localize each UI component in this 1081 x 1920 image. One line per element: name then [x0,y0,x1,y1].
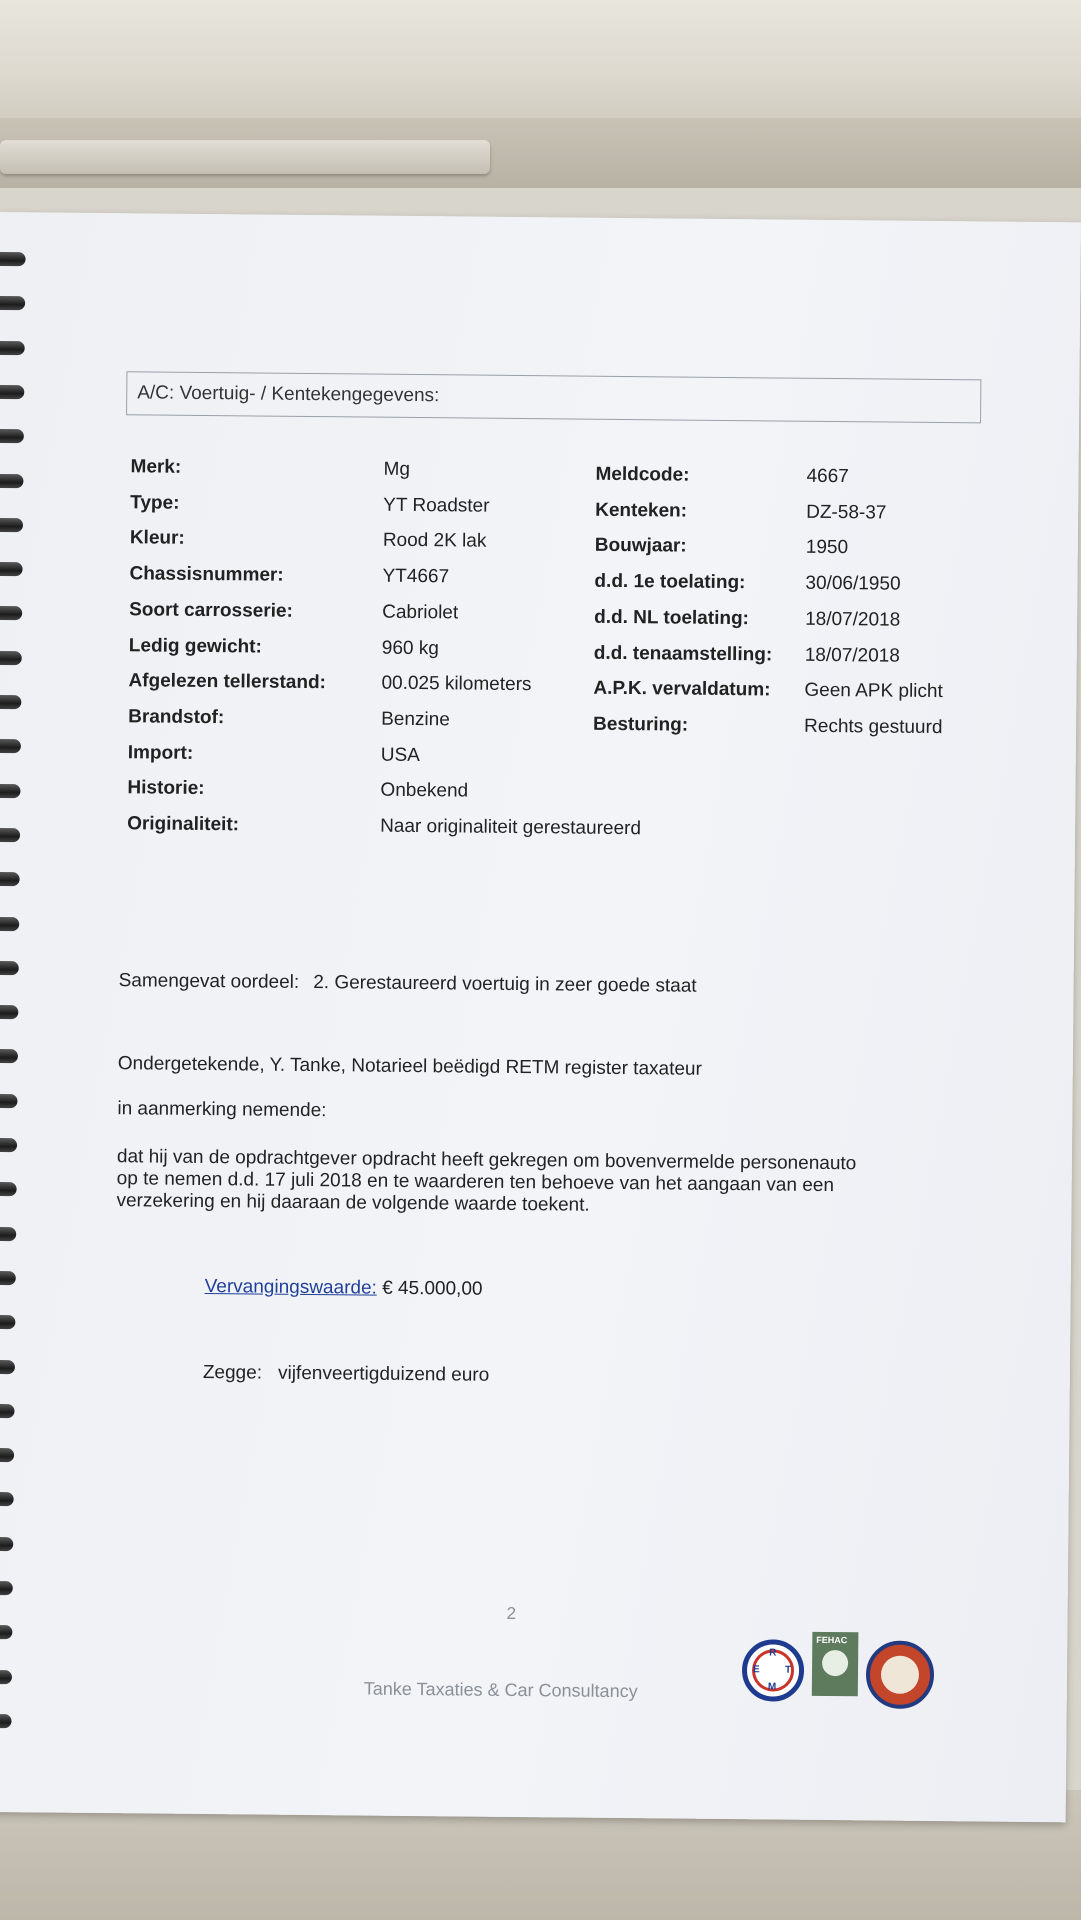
binding-coil [0,1448,14,1462]
field-value: Rood 2K lak [382,530,487,553]
field-value: 00.025 kilometers [381,672,532,696]
page-number: 2 [506,1603,517,1624]
curtain-rod [0,140,490,174]
binding-coil [0,1138,17,1152]
field-value: Onbekend [380,779,469,802]
signer-text: Ondergetekende, Y. Tanke, Notarieel beëdigd RETM register taxateur [117,1053,702,1080]
body-line: dat hij van de opdrachtgever opdracht heeft gekregen om bovenvermelde personenauto [116,1146,857,1175]
section-header-box [126,371,981,423]
zegge-line [203,1362,490,1387]
field-value: Mg [383,458,411,480]
binding-coil [0,518,23,532]
binding-coil [0,341,25,355]
binding-coil [0,252,26,266]
considering-text: in aanmerking nemende: [117,1098,327,1122]
replacement-amount: € 45.000,00 [382,1277,483,1300]
body-paragraph [116,1146,947,1220]
field-value: USA [380,744,420,766]
field-label: Import: [127,741,194,764]
field-label: Besturing: [593,713,689,736]
fehac-text: FEHAC [816,1634,848,1646]
binding-coil [0,739,21,753]
body-line: op te nemen d.d. 17 juli 2018 en te waarderen ten behoeve van het aangaan van een [116,1168,835,1197]
field-value: 1950 [805,537,849,559]
field-value: 18/07/2018 [804,644,900,667]
replacement-label: Vervangingswaarde: [204,1276,377,1299]
field-label: Type: [130,491,180,514]
binding-coil [0,1271,16,1285]
field-label: Afgelezen tellerstand: [128,670,327,694]
zegge-label: Zegge: [202,1362,263,1384]
binding-coil [0,1404,15,1418]
section-title: A/C: Voertuig- / Kentekengegevens: [137,382,440,407]
retm-letter: E [752,1664,760,1676]
summary-line [119,970,711,998]
field-label: d.d. 1e toelating: [594,570,746,594]
binding-coil [0,1492,14,1506]
summary-value: 2. Gerestaureerd voertuig in zeer goede staat [313,972,697,997]
binding-coil [0,296,25,310]
binding-coil [0,1315,15,1329]
binding-coil [0,1670,12,1684]
field-value: 4667 [806,465,849,488]
field-value: 30/06/1950 [805,572,901,595]
field-value: Rechts gestuurd [804,715,943,738]
binding-coil [0,695,21,709]
binding-coil [0,872,20,886]
binding-coil [0,385,24,399]
document-page [0,212,1081,1822]
classic-logo-center [881,1656,919,1694]
summary-label: Samengevat oordeel: [118,970,300,993]
binding-coil [0,473,23,487]
field-value: Cabriolet [382,601,459,624]
binding-coil [0,1359,15,1373]
field-label: Kleur: [129,527,185,550]
field-value: Geen APK plicht [804,679,943,703]
window-frame [0,0,1081,130]
binding-coil [0,1537,13,1551]
retm-letter: R [769,1647,777,1659]
retm-letter: M [767,1681,777,1693]
replacement-value-line [205,1276,483,1301]
field-label: Ledig gewicht: [128,634,262,658]
field-label: Soort carrosserie: [129,599,293,622]
binding-coil [0,784,21,798]
field-label: d.d. NL toelating: [594,606,750,630]
field-label: Bouwjaar: [594,535,687,557]
retm-letter: T [784,1664,792,1676]
binding-coil [0,651,22,665]
field-value: YT4667 [382,565,450,588]
binding-coil [0,1227,16,1241]
body-line: verzekering en hij daaraan de volgende waarde toekent. [116,1190,590,1216]
binding-coil [0,1714,12,1728]
binding-coil [0,562,23,576]
field-label: Historie: [127,777,205,800]
binding-coil [0,961,19,975]
field-value: DZ-58-37 [806,501,887,524]
fehac-logo [812,1632,859,1696]
binding-coil [0,916,19,930]
binding-coil [0,1005,18,1019]
field-label: A.P.K. vervaldatum: [593,677,771,701]
field-value: Benzine [381,708,450,731]
field-value: 18/07/2018 [805,608,901,631]
field-value: YT Roadster [383,494,490,517]
zegge-value: vijfenveertigduizend euro [277,1362,490,1386]
binding-coil [0,1625,12,1639]
binding-coil [0,1049,18,1063]
binding-coil [0,1581,13,1595]
binding-coil [0,828,20,842]
field-label: Chassisnummer: [129,563,284,586]
binding-coil [0,1182,17,1196]
field-label: Originaliteit: [127,813,240,836]
classic-taxatie-logo [866,1640,935,1709]
field-value: 960 kg [381,637,439,659]
retm-logo [742,1639,805,1702]
spiral-binding [0,252,32,1772]
binding-coil [0,429,24,443]
footer-company: Tanke Taxaties & Car Consultancy [363,1678,638,1702]
field-label: Meldcode: [595,463,690,486]
field-label: Merk: [130,456,182,478]
field-label: Kenteken: [595,499,688,522]
field-label: d.d. tenaamstelling: [593,642,773,665]
binding-coil [0,606,22,620]
field-label: Brandstof: [128,706,225,729]
binding-coil [0,1094,18,1108]
field-value: Naar originaliteit gerestaureerd [380,815,642,840]
fehac-emblem [822,1650,848,1676]
